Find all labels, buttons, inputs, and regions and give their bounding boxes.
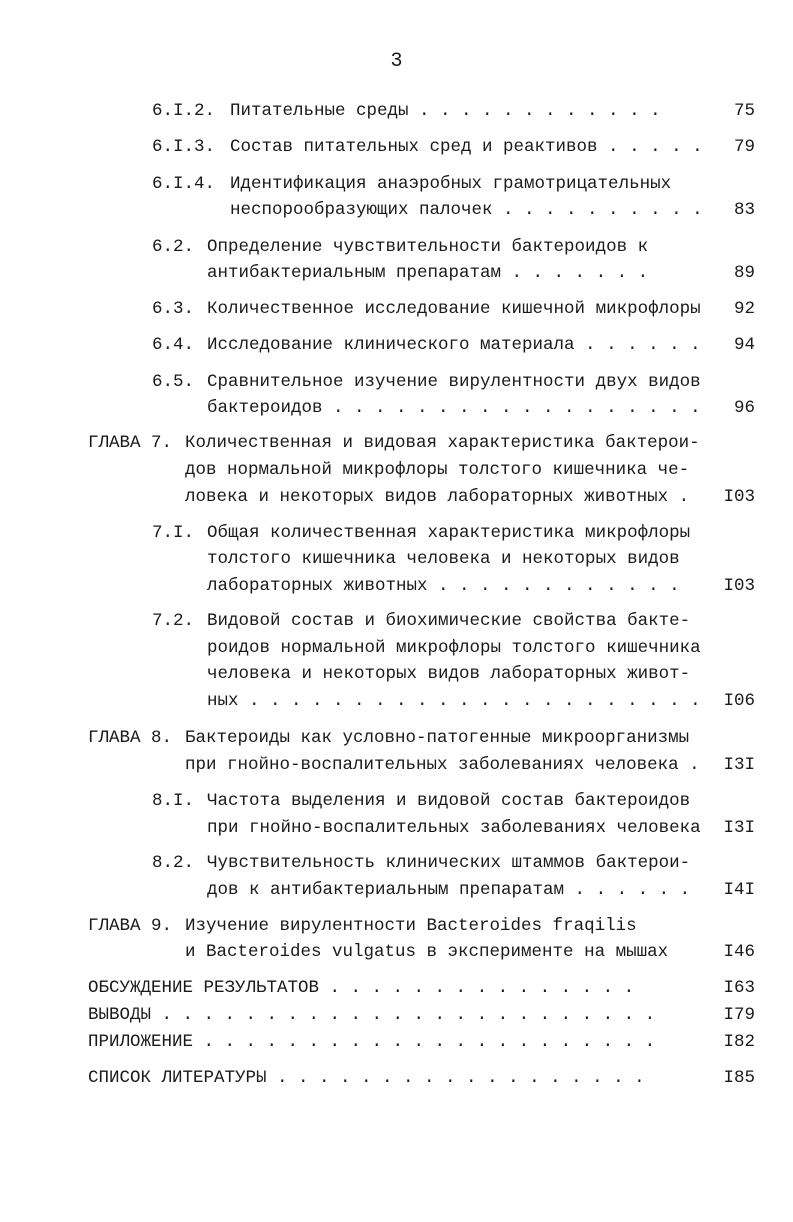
toc-entry-title-continued: роидов нормальной микрофлоры толстого кишечника [207,638,701,658]
toc-entry-page: I85 [723,1068,755,1088]
toc-entry-title: Количественное исследование кишечной микрофлоры [207,299,701,319]
page-number: 3 [390,50,403,73]
toc-entry-page: I46 [723,942,755,962]
toc-entry-title-continued: лабораторных животных . . . . . . . . . . . . [207,576,680,596]
toc-entry-title: Частота выделения и видовой состав бактероидов [207,791,691,811]
section-title: СПИСОК ЛИТЕРАТУРЫ . . . . . . . . . . . . . . . . . . [88,1068,645,1088]
toc-entry-page: I03 [723,576,755,596]
toc-entry-page: I82 [723,1032,755,1052]
toc-entry-page: 96 [733,398,755,418]
toc-entry-number: 8.I. [152,791,195,811]
toc-entry-page: I03 [723,487,755,507]
section-title: ВЫВОДЫ . . . . . . . . . . . . . . . . . . . . . . . . [88,1005,656,1025]
chapter-title: Количественная и видовая характеристика бактерои- [185,433,700,453]
toc-entry-page: 94 [733,335,755,355]
toc-entry-title-continued: толстого кишечника человека и некоторых видов [207,549,680,569]
chapter-title-continued: и Bacteroides vulgatus в эксперименте на мышах [185,942,669,962]
toc-entry-page: 79 [733,137,755,157]
toc-entry-title: Чувствительность клинических штаммов бактерои- [207,853,691,873]
toc-entry-title: Определение чувствительности бактероидов к [207,237,649,257]
toc-entry-page: 92 [733,299,755,319]
toc-entry-title: Состав питательных сред и реактивов . . . . . [230,137,703,157]
toc-entry-page: I79 [723,1005,755,1025]
toc-entry-page: I06 [723,691,755,711]
chapter-title-continued: ловека и некоторых видов лабораторных животных . [185,487,690,507]
chapter-title-continued: при гнойно-воспалительных заболеваниях человека . [185,755,700,775]
toc-entry-title-continued: человека и некоторых видов лабораторных живот- [207,664,691,684]
toc-entry-number: 7.I. [152,523,195,543]
toc-entry-title: Видовой состав и биохимические свойства бакте- [207,611,691,631]
toc-entry-number: 6.4. [152,335,195,355]
toc-entry-title-continued: ных . . . . . . . . . . . . . . . . . . . . . . [207,691,701,711]
section-title: ПРИЛОЖЕНИЕ . . . . . . . . . . . . . . . . . . . . . . [88,1032,656,1052]
toc-entry-number: 6.I.4. [152,174,216,194]
toc-entry-number: 6.I.2. [152,101,216,121]
chapter-title: Бактероиды как условно-патогенные микроорганизмы [185,728,690,748]
section-title: ОБСУЖДЕНИЕ РЕЗУЛЬТАТОВ . . . . . . . . . . . . . . . [88,978,635,998]
toc-entry-number: 7.2. [152,611,195,631]
toc-entry-number: 6.5. [152,372,195,392]
toc-entry-number: 6.3. [152,299,195,319]
chapter-number: ГЛАВА 8. [88,728,173,748]
toc-entry-page: I3I [723,818,755,838]
toc-entry-page: 83 [733,200,755,220]
toc-entry-title: Общая количественная характеристика микрофлоры [207,523,691,543]
chapter-title-continued: дов нормальной микрофлоры толстого кишечника че- [185,460,690,480]
toc-entry-number: 6.2. [152,237,195,257]
chapter-number: ГЛАВА 7. [88,433,173,453]
toc-entry-number: 8.2. [152,853,195,873]
toc-entry-page: I3I [723,755,755,775]
toc-entry-title-continued: бактероидов . . . . . . . . . . . . . . . . . . [207,398,701,418]
toc-entry-title-continued: при гнойно-воспалительных заболеваниях человека [207,818,701,838]
toc-entry-number: 6.I.3. [152,137,216,157]
toc-entry-title: Исследование клинического материала . . . . . . [207,335,701,355]
toc-entry-page: 75 [733,101,755,121]
toc-entry-title-continued: антибактериальным препаратам . . . . . . . [207,263,649,283]
toc-entry-title-continued: дов к антибактериальным препаратам . . . . . . [207,880,691,900]
toc-entry-title: Сравнительное изучение вирулентности двух видов [207,372,701,392]
chapter-title: Изучение вирулентности Bacteroides fraqilis [185,916,637,936]
toc-entry-title: Идентификация анаэробных грамотрицательных [230,174,672,194]
toc-entry-page: I4I [723,880,755,900]
toc-entry-page: I63 [723,978,755,998]
toc-entry-title: Питательные среды . . . . . . . . . . . . [230,101,661,121]
chapter-number: ГЛАВА 9. [88,916,173,936]
toc-entry-page: 89 [733,263,755,283]
toc-entry-title-continued: неспорообразующих палочек . . . . . . . . . . [230,200,703,220]
